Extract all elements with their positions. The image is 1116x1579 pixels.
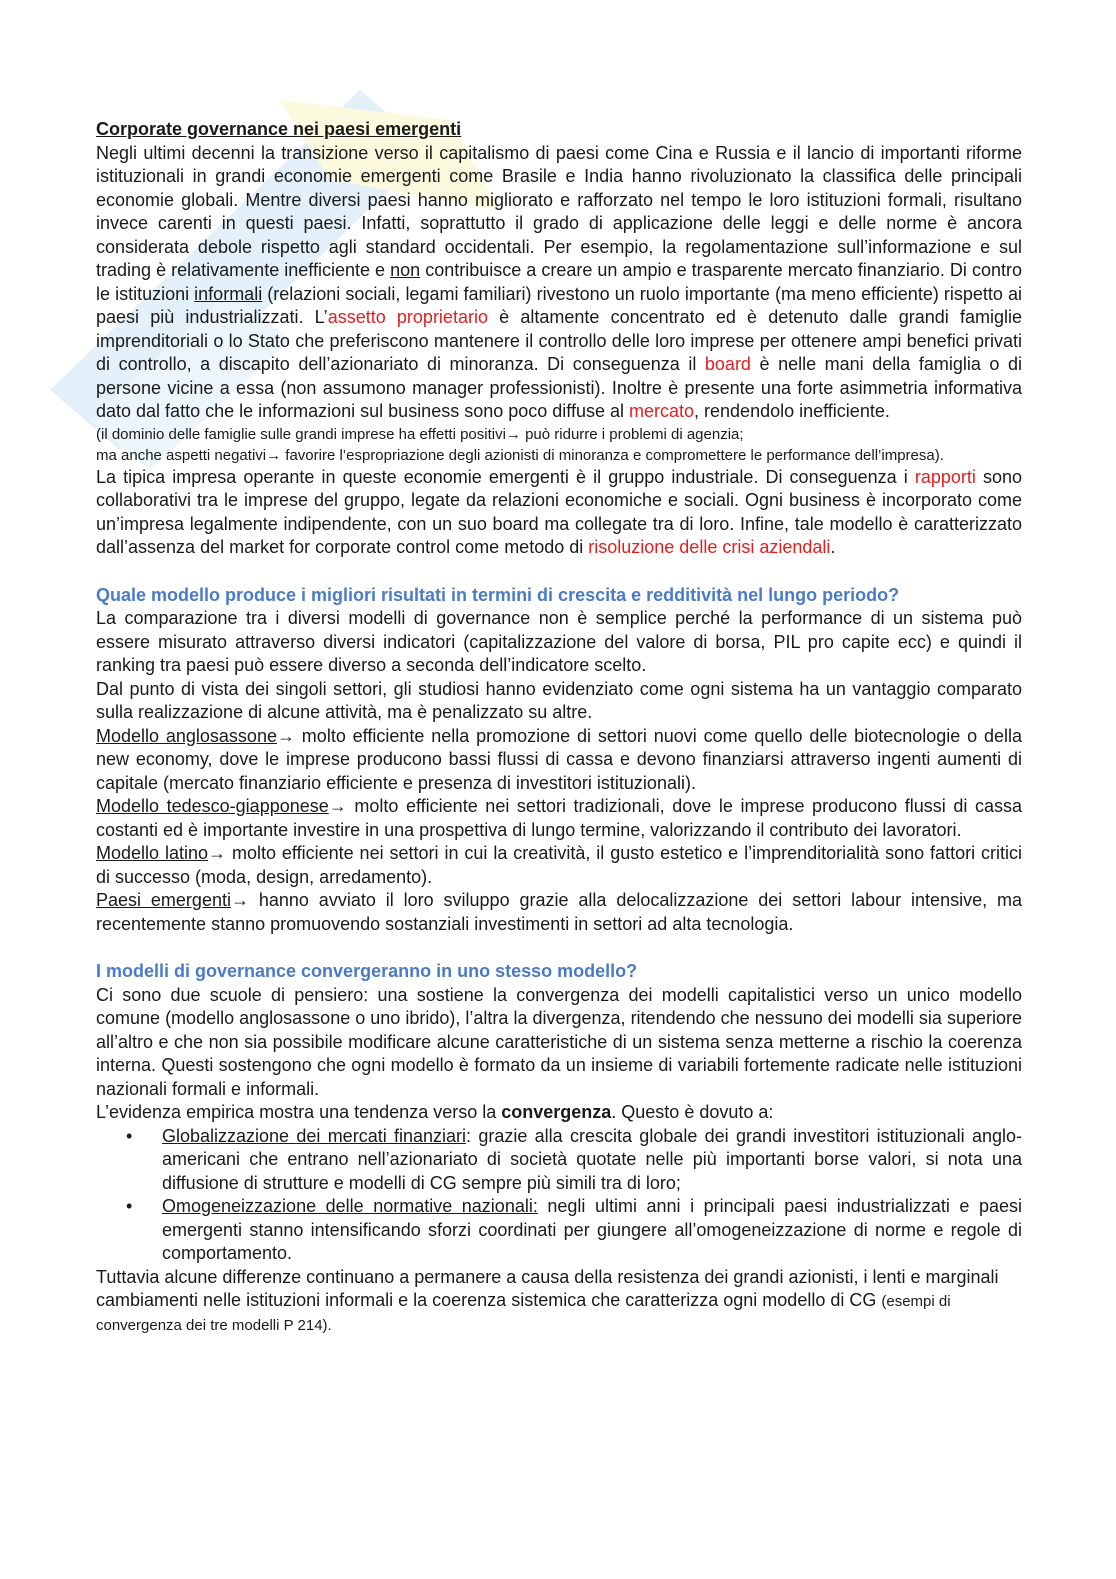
model-paesi-emergenti: Paesi emergenti→ hanno avviato il loro sviluppo grazie alla delocalizzazione dei settori labour intensive, ma recentemente stanno promuovendo sostanziali investimenti in settori ad alta tecnologia. [96,890,1022,934]
note-line-2: ma anche aspetti negativi→ favorire l’espropriazione degli azionisti di minoranza e compromettere le performance dell’impresa). [96,446,944,464]
paragraph-evidence: L’evidenza empirica mostra una tendenza verso la convergenza. Questo è dovuto a: [96,1102,774,1122]
model-tedesco-giapponese: Modello tedesco-giapponese→ molto efficiente nei settori tradizionali, dove le imprese producono flussi di cassa costanti ed è importante investire in una prospettiva di lungo termine, valorizzando il contributo dei lavoratori. [96,796,1022,840]
convergence-list [96,1125,1022,1266]
paragraph-comparison: La comparazione tra i diversi modelli di governance non è semplice perché la performance di un sistema può essere misurato attraverso diversi indicatori (capitalizzazione del valore di borsa, PIL pro capite ecc) e quindi il ranking tra paesi può essere diverso a seconda dell’indicatore scelto. [96,608,1022,675]
document-page [96,118,1022,1336]
bullet-icon: • [126,1196,133,1216]
paragraph-schools: Ci sono due scuole di pensiero: una sostiene la convergenza dei modelli capitalistici verso un unico modello comune (modello anglosassone o uno ibrido), l’altra la divergenza, ritendendo che nessuno dei modelli sia superiore all’altro e che non sia possibile modificare alcune caratteristiche di un sistema senza metterne a rischio la coerenza interna. Questi sostengono che ogni modello è formato da un insieme di variabili fortemente radicate nelle istituzioni nazionali formali e informali. [96,984,1022,1099]
section-title: Corporate governance nei paesi emergenti [96,119,462,139]
highlight-assetto: assetto proprietario [327,307,488,327]
paragraph-sectors: Dal punto di vista dei singoli settori, gli studiosi hanno evidenziato come ogni sistema ha un vantaggio comparato sulla realizzazione di alcune attività, ma è penalizzato su altre. [96,678,1022,722]
paragraph-conclusion: Tuttavia alcune differenze continuano a permanere a causa della resistenza dei grandi azionisti, i lenti e marginali cambiamenti nelle istituzioni informali e la coerenza sistemica che caratterizza ogni modello di CG (esempi di convergenza dei tre modelli P 214). [96,1266,999,1334]
section-heading-models: Quale modello produce i migliori risultati in termini di crescita e redditività nel lungo periodo? [96,584,900,605]
section-heading-convergence: I modelli di governance convergeranno in uno stesso modello? [96,961,638,981]
model-anglosassone: Modello anglosassone→ molto efficiente nella promozione di settori nuovi come quello delle biotecnologie o della new economy, dove le imprese producono bassi flussi di cassa e devono finanziarsi attraverso ingenti aumenti di capitale (mercato finanziario efficiente e presenza di investitori istituzionali). [96,725,1022,793]
note-line-1: (il dominio delle famiglie sulle grandi imprese ha effetti positivi→ può ridurre i problemi di agenzia; [96,425,744,443]
list-item: • Globalizzazione dei mercati finanziari: grazie alla crescita globale dei grandi investitori istituzionali anglo-americani che entrano nell’azionariato di società quotate nelle più importanti borse valori, si nota una diffusione di strutture e modelli di CG sempre più simili tra di loro; [126,1125,1023,1193]
bullet-icon: • [126,1125,133,1146]
model-latino: Modello latino→ molto efficiente nei settori in cui la creatività, il gusto estetico e l’imprenditorialità sono fattori critici di successo (moda, design, arredamento). [96,843,1022,887]
paragraph-group: La tipica impresa operante in queste economie emergenti è il gruppo industriale. Di conseguenza i rapporti sono collaborativi tra le imprese del gruppo, legate da relazioni economiche e sociali. Ogni business è incorporato come un’impresa legalmente indipendente, con un suo board ma collegate tra di loro. Infine, tale modello è caratterizzato dall’assenza del market for corporate control come metodo di risoluzione delle crisi aziendali. [96,466,1022,557]
list-item: • Omogeneizzazione delle normative nazionali: negli ultimi anni i principali paesi industrializzati e paesi emergenti stanno intensificando sforzi coordinati per giungere all’omogeneizzazione di norme e regole di comportamento. [126,1196,1022,1263]
highlight-rapporti: rapporti [914,466,976,487]
highlight-mercato: mercato [629,401,695,421]
paragraph-intro: Negli ultimi decenni la transizione verso il capitalismo di paesi come Cina e Russia e il lancio di importanti riforme istituzionali in grandi economie emergenti come Brasile e India hanno rivoluzionato la classifica delle principali economie globali. Mentre diversi paesi hanno migliorato e rafforzato nel tempo le loro istituzioni formali, risultano invece carenti in questi paesi. Infatti, soprattutto il grado di applicazione delle leggi e delle norme è ancora considerata debole rispetto agli standard occidentali. Per esempio, la regolamentazione sull’informazione e sul trading è relativamente inefficiente e non contribuisce a creare un ampio e trasparente mercato finanziario. Di contro le istituzioni informali (relazioni sociali, legami familiari) rivestono un ruolo importante (ma meno efficiente) rispetto ai paesi più industrializzati. L’assetto proprietario è altamente concentrato ed è detenuto dalle grandi famiglie imprenditoriali o lo Stato che preferiscono mantenere il controllo delle loro imprese per ottenere ampi benefici privati di controllo, a discapito dell’azionariato di minoranza. Di conseguenza il board è nelle mani della famiglia o di persone vicine a essa (non assumono manager professionisti). Inoltre è presente una forte asimmetria informativa dato dal fatto che le informazioni sul business sono poco diffuse al mercato, rendendolo inefficiente. [96,142,1022,421]
highlight-board: board [704,354,751,374]
highlight-risoluzione: risoluzione delle crisi aziendali [588,537,831,557]
